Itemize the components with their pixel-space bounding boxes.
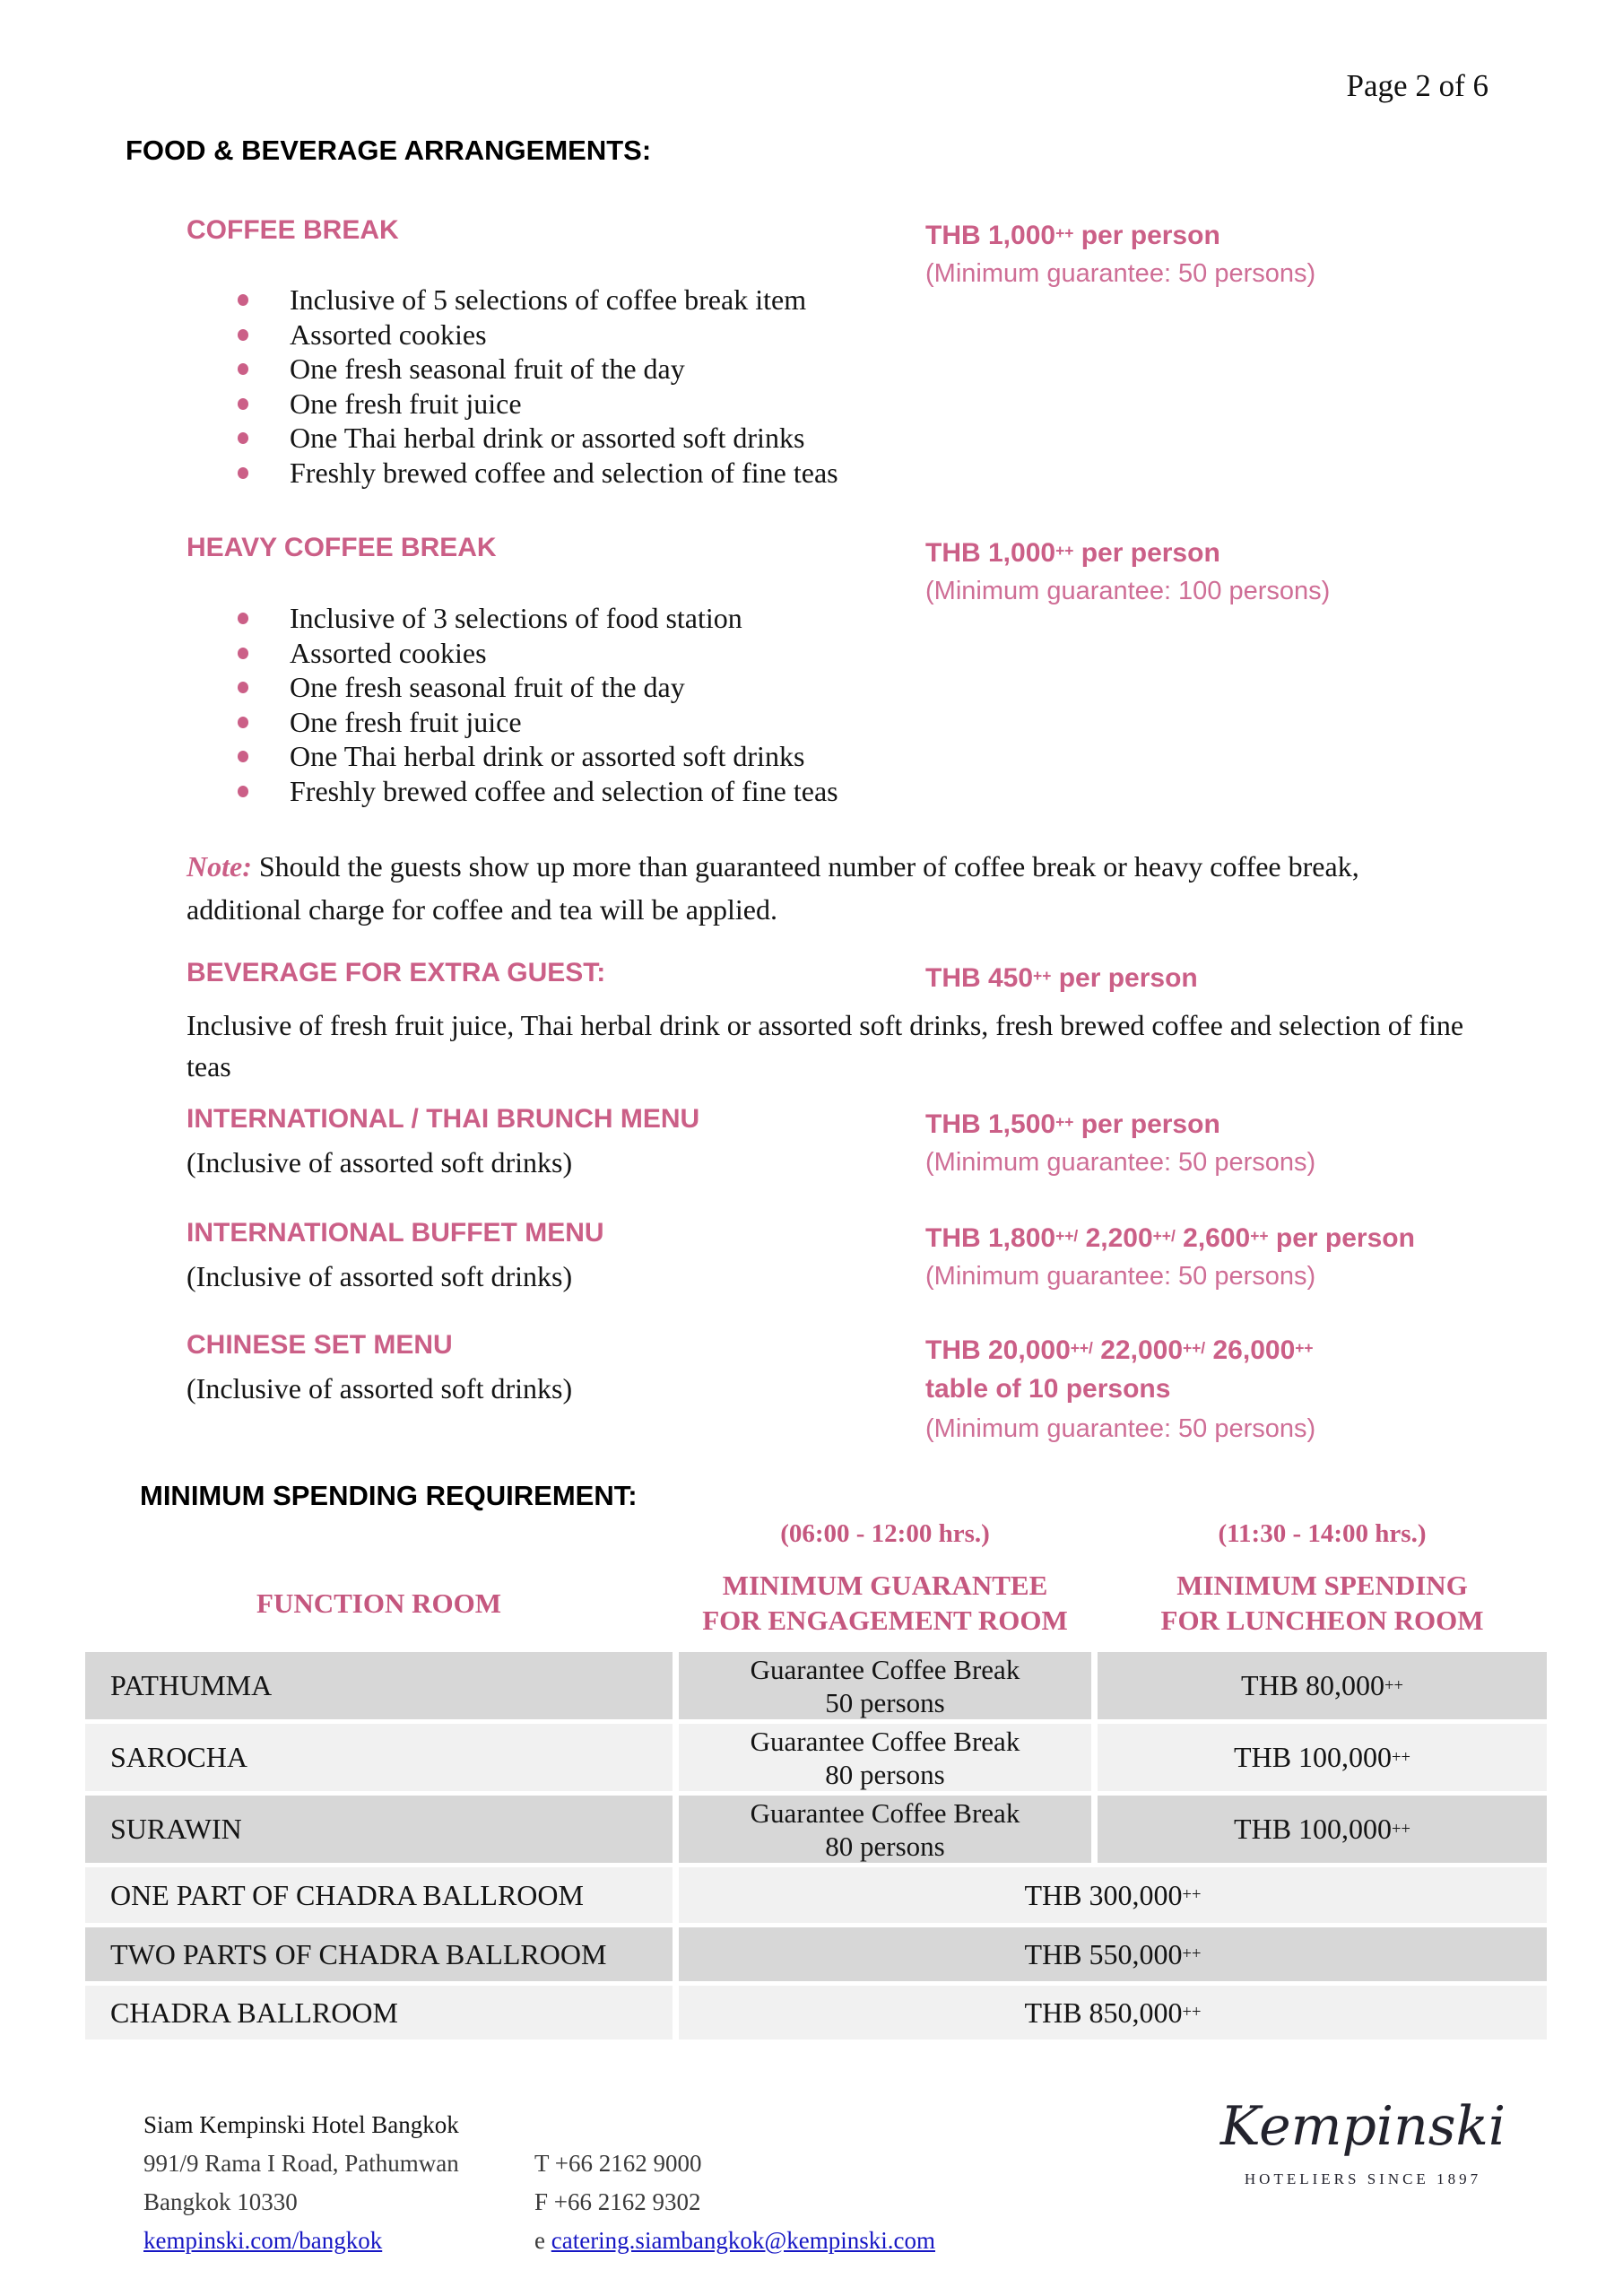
guarantee-line: 80 persons [825,1830,945,1862]
table-row-room: TWO PARTS OF CHADRA BALLROOM [85,1927,673,1981]
table-row-guarantee [679,1652,1091,1719]
engagement-time-label: (06:00 - 12:00 hrs.) [780,1519,990,1548]
note-text: Should the guests show up more than guaranteed number of coffee break or heavy coffee break, additional charge for coffee and tea will be applied. [187,850,1359,926]
list-item: One fresh fruit juice [187,387,838,422]
column-header-function-room [85,1559,673,1638]
table-row-room: ONE PART OF CHADRA BALLROOM [85,1867,673,1923]
coffee-break-item-list [187,283,838,491]
spacer-cell [85,1516,673,1559]
note-paragraph [187,845,1460,931]
table-row-guarantee [679,1724,1091,1791]
extra-guest-description: Inclusive of fresh fruit juice, Thai herbal drink or assorted soft drinks, fresh brewed coffee and selection of fine teas [187,1009,1464,1083]
luncheon-time-label: (11:30 - 14:00 hrs.) [1218,1519,1427,1548]
heavy-coffee-break-pricing [925,531,1330,612]
list-item: One Thai herbal drink or assorted soft drinks [187,739,838,774]
hotel-name: Siam Kempinski Hotel Bangkok [143,2111,459,2138]
heavy-coffee-break-price: THB 1,000++ per person [925,538,1220,569]
coffee-break-guarantee: (Minimum guarantee: 50 persons) [925,259,1316,288]
chinese-price-line2: table of 10 persons [925,1374,1171,1404]
list-item: One fresh fruit juice [187,705,838,740]
table-row-room: PATHUMMA [85,1652,673,1719]
heavy-coffee-break-guarantee: (Minimum guarantee: 100 persons) [925,577,1331,605]
heavy-coffee-break-item-list [187,601,838,809]
column-header-text: FUNCTION ROOM [256,1587,501,1619]
coffee-break-pricing [925,213,1315,294]
list-item: One fresh seasonal fruit of the day [187,352,838,387]
column-header-text: FOR LUNCHEON ROOM [1160,1605,1484,1636]
chinese-subtitle: (Inclusive of assorted soft drinks) [187,1372,573,1405]
brunch-subtitle: (Inclusive of assorted soft drinks) [187,1146,573,1178]
column-header-luncheon [1098,1559,1547,1638]
column-header-engagement [679,1559,1091,1638]
coffee-break-price: THB 1,000++ per person [925,221,1220,251]
page-title: FOOD & BEVERAGE ARRANGEMENTS: [126,135,652,166]
kempinski-logo [1193,2095,1533,2188]
kempinski-logo-wordmark: Kempinski [1219,2095,1506,2158]
section-title-buffet-menu: INTERNATIONAL BUFFET MENU [187,1218,604,1248]
list-item: Assorted cookies [187,636,838,671]
phone-number: T +66 2162 9000 [534,2150,702,2177]
section-title-coffee-break: COFFEE BREAK [187,215,399,245]
email-link[interactable]: catering.siambangkok@kempinski.com [551,2227,936,2254]
buffet-guarantee: (Minimum guarantee: 50 persons) [925,1262,1316,1291]
spending-table [85,1652,1547,2039]
list-item: Freshly brewed coffee and selection of fine teas [187,456,838,491]
address-line: 991/9 Rama I Road, Pathumwan [143,2150,459,2177]
footer-address-block [143,2106,459,2260]
section-title-chinese-set-menu: CHINESE SET MENU [187,1330,453,1360]
extra-guest-pricing [925,956,1198,996]
column-header-text: MINIMUM SPENDING [1176,1570,1468,1601]
email-prefix: e [534,2227,551,2254]
fax-number: F +66 2162 9302 [534,2188,701,2215]
note-label: Note: [187,850,252,883]
chinese-pricing [925,1328,1315,1449]
chinese-guarantee: (Minimum guarantee: 50 persons) [925,1414,1316,1443]
spending-table-header [85,1516,1547,1638]
section-title-heavy-coffee-break: HEAVY COFFEE BREAK [187,533,497,562]
list-item: Inclusive of 3 selections of food station [187,601,838,636]
guarantee-line: Guarantee Coffee Break [750,1796,1020,1829]
list-item: One fresh seasonal fruit of the day [187,670,838,705]
chinese-price: THB 20,000++/ 22,000++/ 26,000++ [925,1335,1314,1366]
table-row-price-merged: THB 550,000 ++ [679,1927,1547,1981]
table-row-guarantee [679,1796,1091,1863]
kempinski-logo-tagline: HOTELIERS SINCE 1897 [1244,2170,1482,2187]
section-title-brunch-menu: INTERNATIONAL / THAI BRUNCH MENU [187,1104,700,1134]
column-header-text: FOR ENGAGEMENT ROOM [702,1605,1068,1636]
list-item: One Thai herbal drink or assorted soft drinks [187,421,838,456]
page-number: Page 2 of 6 [1346,68,1488,103]
guarantee-line: Guarantee Coffee Break [750,1653,1020,1685]
list-item: Freshly brewed coffee and selection of fine teas [187,774,838,809]
spending-table-heading: MINIMUM SPENDING REQUIREMENT: [140,1480,638,1511]
guarantee-line: 80 persons [825,1758,945,1790]
table-row-price: THB 100,000 ++ [1098,1796,1547,1863]
table-row-price-merged: THB 850,000 ++ [679,1986,1547,2039]
table-row-price: THB 100,000 ++ [1098,1724,1547,1791]
list-item: Assorted cookies [187,317,838,352]
table-row-room: CHADRA BALLROOM [85,1986,673,2039]
brunch-price: THB 1,500++ per person [925,1109,1220,1140]
list-item: Inclusive of 5 selections of coffee break item [187,283,838,317]
brunch-pricing [925,1102,1315,1183]
guarantee-line: Guarantee Coffee Break [750,1725,1020,1757]
guarantee-line: 50 persons [825,1686,945,1718]
footer-contact-block [534,2144,935,2260]
table-row-room: SURAWIN [85,1796,673,1863]
section-title-extra-guest: BEVERAGE FOR EXTRA GUEST: [187,958,606,987]
extra-guest-price: THB 450++ per person [925,963,1198,994]
address-line: Bangkok 10330 [143,2188,298,2215]
column-header-text: MINIMUM GUARANTEE [722,1570,1048,1601]
website-link[interactable]: kempinski.com/bangkok [143,2227,383,2254]
table-row-room: SAROCHA [85,1724,673,1791]
buffet-price: THB 1,800++/ 2,200++/ 2,600++ per person [925,1223,1415,1254]
table-row-price: THB 80,000 ++ [1098,1652,1547,1719]
table-row-price-merged: THB 300,000 ++ [679,1867,1547,1923]
buffet-pricing [925,1216,1415,1297]
buffet-subtitle: (Inclusive of assorted soft drinks) [187,1260,573,1292]
brunch-guarantee: (Minimum guarantee: 50 persons) [925,1148,1316,1177]
